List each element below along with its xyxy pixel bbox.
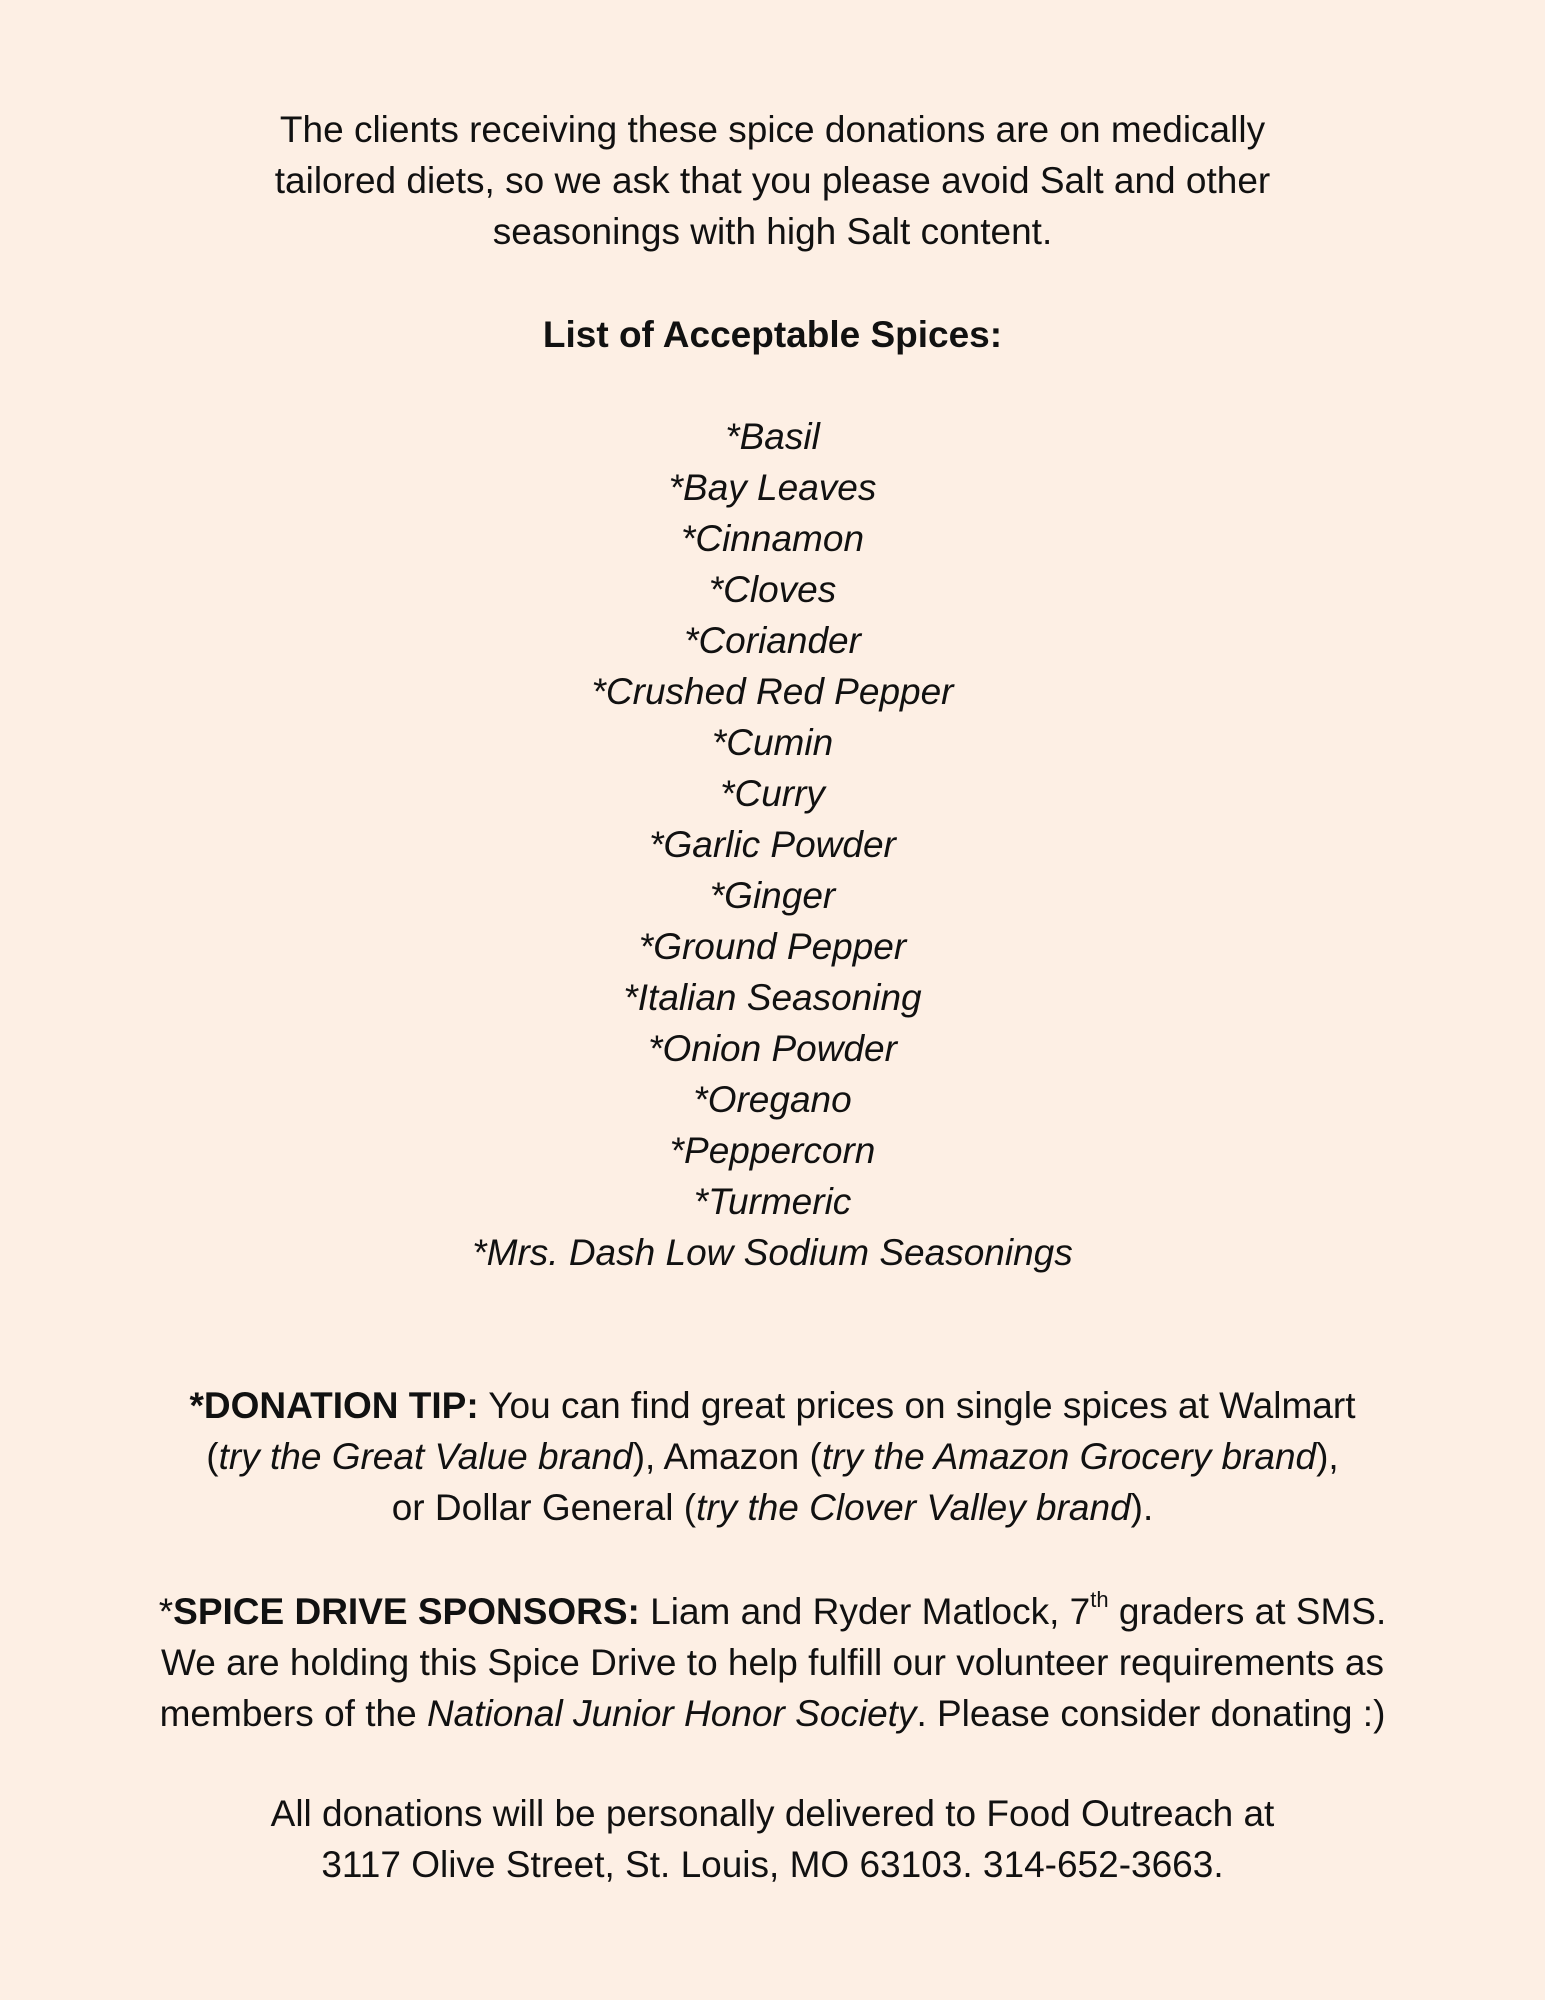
donation-tip-paragraph	[0, 1380, 1545, 1533]
donation-tip-text: ), Amazon (	[632, 1436, 822, 1477]
spice-list-item: *Basil	[725, 416, 820, 457]
donation-tip-text: ),	[1316, 1436, 1339, 1477]
spice-list-item: *Cinnamon	[680, 518, 865, 559]
spice-list-item: *Italian Seasoning	[623, 977, 922, 1018]
sponsors-text: members of the	[159, 1693, 427, 1734]
amazon-brand-tip: try the Amazon Grocery brand	[821, 1436, 1317, 1477]
donation-tip-line	[0, 1482, 1545, 1533]
spice-list-item: *Cumin	[711, 722, 834, 763]
delivery-line: All donations will be personally delivered to Food Outreach at	[270, 1793, 1275, 1834]
ordinal-suffix: th	[1090, 1586, 1109, 1612]
sponsors-line	[0, 1688, 1545, 1739]
spice-list-item: *Ginger	[709, 875, 836, 916]
donation-tip-line	[0, 1431, 1545, 1482]
intro-line: seasonings with high Salt content.	[492, 211, 1053, 252]
dollar-general-brand-tip: try the Clover Valley brand	[696, 1487, 1131, 1528]
spice-list-item: *Onion Powder	[648, 1028, 897, 1069]
intro-paragraph	[0, 104, 1545, 257]
donation-tip-text: ).	[1130, 1487, 1154, 1528]
donation-tip-text: or Dollar General (	[391, 1487, 697, 1528]
spice-list-item: *Crushed Red Pepper	[591, 671, 954, 712]
sponsors-text: Liam and Ryder Matlock, 7	[639, 1591, 1091, 1632]
spice-list-item: *Cloves	[708, 569, 837, 610]
spice-list-item: *Mrs. Dash Low Sodium Seasonings	[472, 1232, 1073, 1273]
spice-list-item: *Oregano	[693, 1079, 852, 1120]
spice-list-item: *Ground Pepper	[638, 926, 907, 967]
spice-list-item: *Peppercorn	[669, 1130, 876, 1171]
intro-line: The clients receiving these spice donations are on medically	[279, 109, 1266, 150]
sponsors-text: . Please consider donating :)	[916, 1693, 1386, 1734]
spice-list-item: *Garlic Powder	[649, 824, 896, 865]
spice-list-item: *Turmeric	[693, 1181, 852, 1222]
intro-line: tailored diets, so we ask that you please avoid Salt and other	[274, 160, 1271, 201]
spice-list	[0, 411, 1545, 1278]
sponsors-label: SPICE DRIVE SPONSORS:	[173, 1591, 640, 1632]
sponsors-line: We are holding this Spice Drive to help fulfill our volunteer requirements as	[161, 1642, 1384, 1683]
delivery-paragraph	[0, 1788, 1545, 1890]
spice-list-item: *Curry	[720, 773, 825, 814]
walmart-brand-tip: try the Great Value brand	[218, 1436, 633, 1477]
donation-tip-label: *DONATION TIP:	[189, 1385, 479, 1426]
spice-list-item: *Coriander	[684, 620, 861, 661]
sponsors-line	[0, 1586, 1545, 1637]
sponsors-paragraph	[0, 1586, 1545, 1739]
spice-list-item: *Bay Leaves	[668, 467, 877, 508]
donation-tip-text: (	[206, 1436, 219, 1477]
sponsors-text: graders at SMS.	[1108, 1591, 1387, 1632]
donation-tip-text: You can find great prices on single spices at Walmart	[478, 1385, 1356, 1426]
honor-society-name: National Junior Honor Society	[426, 1693, 917, 1734]
donation-tip-line	[0, 1380, 1545, 1431]
delivery-address: 3117 Olive Street, St. Louis, MO 63103. 314-652-3663.	[321, 1844, 1224, 1885]
sponsors-asterisk: *	[158, 1591, 174, 1632]
spice-list-heading: List of Acceptable Spices:	[542, 314, 1003, 355]
